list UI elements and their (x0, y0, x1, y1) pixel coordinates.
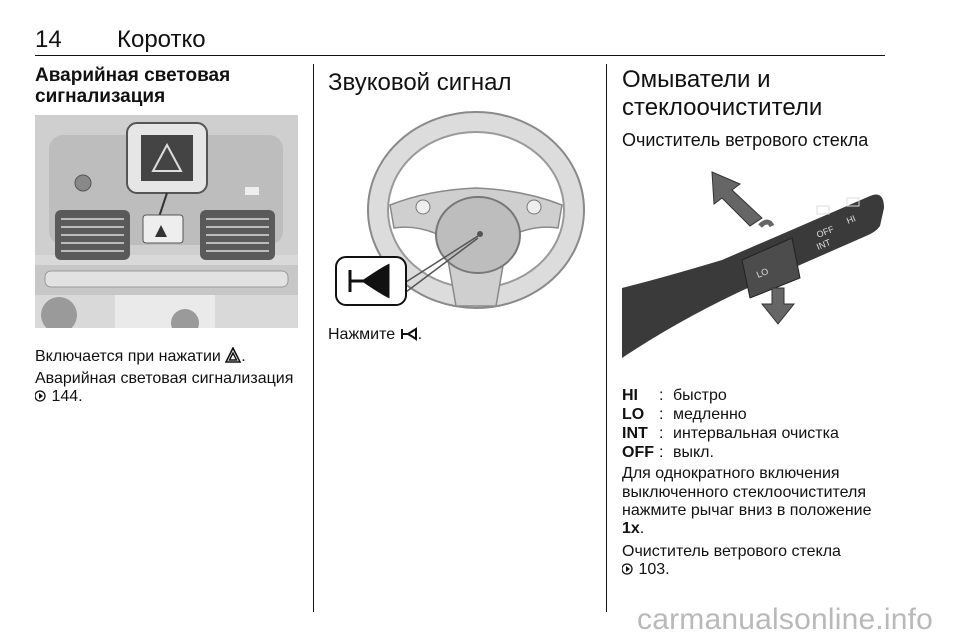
section-title: Коротко (117, 26, 206, 53)
wiper-paragraph-2-line1: Очиститель ветрового стекла (622, 543, 841, 560)
hazard-heading-line2: сигнализация (35, 86, 166, 107)
horn-paragraph (328, 326, 422, 344)
windscreen-wiper-subheading: Очиститель ветрового стекла (622, 130, 869, 150)
wiper-mode-row (622, 386, 839, 405)
wiper-mode-term: HI (622, 387, 638, 404)
wiper-mode-colon: : (659, 425, 664, 442)
header-divider (35, 55, 885, 56)
wiper-mode-desc: интервальная очистка (673, 425, 839, 442)
wiper-mode-colon: : (659, 444, 664, 461)
wiper-paragraph-1-end: . (639, 520, 645, 537)
svg-text:HI: HI (845, 213, 858, 226)
hazard-paragraph-1-end: . (241, 348, 246, 365)
hazard-page-ref: 144. (51, 388, 83, 405)
wiper-paragraph-1-line3: нажмите рычаг вниз в положение (622, 502, 872, 519)
wiper-mode-colon: : (659, 387, 664, 404)
horn-heading: Звуковой сигнал (328, 69, 512, 96)
horn-paragraph-end: . (417, 326, 423, 343)
hazard-paragraph-1-text: Включается при нажатии (35, 348, 221, 365)
wiper-mode-row (622, 443, 839, 462)
wiper-paragraph-1-line1: Для однократного включения (622, 465, 840, 482)
wiper-mode-desc: выкл. (673, 444, 714, 461)
wiper-modes-list (622, 386, 839, 462)
wiper-mode-desc: медленно (673, 406, 747, 423)
column-divider (313, 64, 314, 612)
wipers-heading-line1: Омыватели и (622, 66, 771, 93)
wiper-page-ref: 103. (638, 561, 670, 578)
wiper-mode-term: OFF (622, 444, 654, 461)
wiper-lever-illustration (622, 168, 884, 358)
horn-icon (400, 327, 418, 341)
wiper-mode-term: INT (622, 425, 648, 442)
column-divider (606, 64, 607, 612)
hazard-heading-line1: Аварийная световая (35, 65, 231, 86)
hazard-switch-illustration (35, 115, 298, 328)
wipers-heading-line2: стеклоочистители (622, 94, 823, 121)
hazard-paragraph-1 (35, 347, 246, 366)
single-wipe-position: 1x (622, 520, 640, 537)
svg-text:INT: INT (815, 237, 833, 252)
horn-paragraph-text: Нажмите (328, 326, 396, 343)
wiper-mode-row (622, 405, 839, 424)
horn-steering-wheel-illustration (328, 110, 592, 310)
hazard-paragraph-2-line1: Аварийная световая сигнализация (35, 370, 294, 387)
page-reference-arrow-icon (35, 389, 47, 403)
svg-text:LO: LO (755, 266, 770, 280)
page-reference-arrow-icon (622, 562, 634, 576)
wiper-mode-desc: быстро (673, 387, 727, 404)
page-number: 14 (35, 26, 62, 53)
svg-text:OFF: OFF (815, 223, 836, 240)
wiper-mode-term: LO (622, 406, 645, 423)
wiper-paragraph-1-line4 (622, 520, 644, 538)
hazard-warning-icon (225, 347, 241, 363)
watermark: carmanualsonline.info (637, 603, 934, 636)
wiper-paragraph-2-line2 (622, 561, 670, 579)
wiper-paragraph-1-line2: выключенного стеклоочистителя (622, 484, 867, 501)
wiper-mode-colon: : (659, 406, 664, 423)
wiper-mode-row (622, 424, 839, 443)
hazard-paragraph-2-line2 (35, 388, 83, 406)
